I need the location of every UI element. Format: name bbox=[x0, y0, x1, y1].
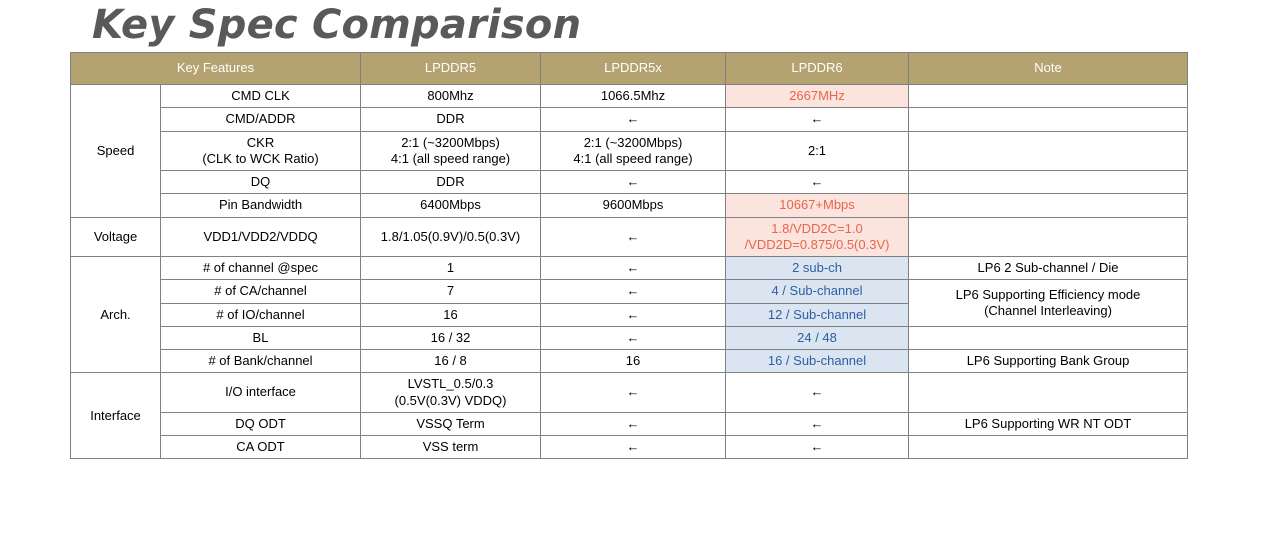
cell-lpddr6: ← bbox=[726, 171, 909, 194]
cell-lpddr5: DDR bbox=[361, 171, 541, 194]
table-row bbox=[71, 350, 1188, 373]
cell-lpddr5-line2: 4:1 (all speed range) bbox=[390, 150, 511, 166]
feature-dq: DQ bbox=[161, 171, 361, 194]
group-label-arch: Arch. bbox=[71, 257, 161, 373]
table-row bbox=[71, 108, 1188, 131]
cell-lpddr5x: ← bbox=[541, 412, 726, 435]
cell-lpddr5x-line1: 2:1 (~3200Mbps) bbox=[583, 134, 683, 150]
table-header bbox=[71, 53, 1188, 85]
cell-lpddr5-line1: 2:1 (~3200Mbps) bbox=[401, 134, 500, 150]
feature-num-bank-channel: # of Bank/channel bbox=[161, 350, 361, 373]
column-header-key-features: Key Features bbox=[71, 53, 361, 85]
cell-lpddr5 bbox=[361, 131, 541, 171]
cell-note bbox=[909, 85, 1188, 108]
cell-note bbox=[909, 217, 1188, 257]
cell-lpddr6: 4 / Sub-channel bbox=[726, 280, 909, 303]
cell-note bbox=[909, 194, 1188, 217]
cell-lpddr5: VSS term bbox=[361, 436, 541, 459]
feature-cmd-clk: CMD CLK bbox=[161, 85, 361, 108]
feature-num-io-channel: # of IO/channel bbox=[161, 303, 361, 326]
cell-lpddr5: 7 bbox=[361, 280, 541, 303]
cell-lpddr5x: ← bbox=[541, 108, 726, 131]
cell-lpddr6: ← bbox=[726, 436, 909, 459]
cell-lpddr5x: 9600Mbps bbox=[541, 194, 726, 217]
cell-lpddr6: 24 / 48 bbox=[726, 326, 909, 349]
cell-note bbox=[909, 108, 1188, 131]
table-row bbox=[71, 131, 1188, 171]
cell-lpddr6: 2 sub-ch bbox=[726, 257, 909, 280]
cell-lpddr6: 10667+Mbps bbox=[726, 194, 909, 217]
cell-lpddr5 bbox=[361, 373, 541, 413]
cell-lpddr5x: ← bbox=[541, 303, 726, 326]
cell-lpddr5: 16 bbox=[361, 303, 541, 326]
feature-pin-bandwidth: Pin Bandwidth bbox=[161, 194, 361, 217]
table-row bbox=[71, 85, 1188, 108]
cell-note bbox=[909, 280, 1188, 327]
feature-ckr bbox=[161, 131, 361, 171]
table-row bbox=[71, 412, 1188, 435]
feature-ca-odt: CA ODT bbox=[161, 436, 361, 459]
table-row bbox=[71, 436, 1188, 459]
cell-lpddr5: DDR bbox=[361, 108, 541, 131]
cell-lpddr5x: ← bbox=[541, 217, 726, 257]
cell-lpddr5-line1: LVSTL_0.5/0.3 bbox=[407, 376, 494, 392]
cell-note: LP6 Supporting Bank Group bbox=[909, 350, 1188, 373]
table-row bbox=[71, 326, 1188, 349]
table-header-row bbox=[71, 53, 1188, 85]
cell-lpddr5x: ← bbox=[541, 373, 726, 413]
cell-lpddr6: 16 / Sub-channel bbox=[726, 350, 909, 373]
cell-lpddr6-line1: 1.8/VDD2C=1.0 bbox=[771, 220, 863, 236]
column-header-lpddr5x: LPDDR5x bbox=[541, 53, 726, 85]
cell-lpddr5: 16 / 8 bbox=[361, 350, 541, 373]
group-label-speed: Speed bbox=[71, 85, 161, 218]
table-row bbox=[71, 280, 1188, 303]
cell-lpddr5x bbox=[541, 131, 726, 171]
feature-io-interface: I/O interface bbox=[161, 373, 361, 413]
cell-lpddr5x-line2: 4:1 (all speed range) bbox=[573, 150, 693, 166]
cell-lpddr5x: ← bbox=[541, 326, 726, 349]
column-header-lpddr5: LPDDR5 bbox=[361, 53, 541, 85]
cell-lpddr5x: 1066.5Mhz bbox=[541, 85, 726, 108]
cell-lpddr6: 2667MHz bbox=[726, 85, 909, 108]
table-body bbox=[71, 85, 1188, 459]
feature-num-ca-channel: # of CA/channel bbox=[161, 280, 361, 303]
cell-lpddr5: 16 / 32 bbox=[361, 326, 541, 349]
feature-vdd: VDD1/VDD2/VDDQ bbox=[161, 217, 361, 257]
cell-lpddr5x: ← bbox=[541, 436, 726, 459]
feature-bl: BL bbox=[161, 326, 361, 349]
cell-lpddr5x: ← bbox=[541, 171, 726, 194]
feature-ckr-line1: CKR bbox=[246, 134, 275, 150]
group-label-interface: Interface bbox=[71, 373, 161, 459]
cell-lpddr5: VSSQ Term bbox=[361, 412, 541, 435]
group-label-voltage: Voltage bbox=[71, 217, 161, 257]
cell-lpddr5x: 16 bbox=[541, 350, 726, 373]
column-header-note: Note bbox=[909, 53, 1188, 85]
cell-lpddr5: 1 bbox=[361, 257, 541, 280]
table-row bbox=[71, 217, 1188, 257]
cell-lpddr5x: ← bbox=[541, 257, 726, 280]
cell-lpddr6: 12 / Sub-channel bbox=[726, 303, 909, 326]
cell-note bbox=[909, 171, 1188, 194]
cell-note-line1: LP6 Supporting Efficiency mode bbox=[955, 286, 1141, 302]
table-row bbox=[71, 171, 1188, 194]
cell-note bbox=[909, 373, 1188, 413]
cell-note: LP6 Supporting WR NT ODT bbox=[909, 412, 1188, 435]
table-row bbox=[71, 257, 1188, 280]
column-header-lpddr6: LPDDR6 bbox=[726, 53, 909, 85]
cell-lpddr6: ← bbox=[726, 373, 909, 413]
cell-lpddr6-line2: /VDD2D=0.875/0.5(0.3V) bbox=[744, 236, 890, 252]
cell-note: LP6 2 Sub-channel / Die bbox=[909, 257, 1188, 280]
cell-note-line2: (Channel Interleaving) bbox=[984, 303, 1112, 318]
feature-num-channel: # of channel @spec bbox=[161, 257, 361, 280]
key-spec-comparison-table bbox=[70, 52, 1188, 459]
cell-note bbox=[909, 131, 1188, 171]
feature-cmd-addr: CMD/ADDR bbox=[161, 108, 361, 131]
page-title: Key Spec Comparison bbox=[92, 2, 582, 48]
cell-lpddr6: ← bbox=[726, 108, 909, 131]
cell-lpddr5-line2: (0.5V(0.3V) VDDQ) bbox=[394, 392, 507, 408]
cell-lpddr6: ← bbox=[726, 412, 909, 435]
table-row bbox=[71, 373, 1188, 413]
cell-lpddr6 bbox=[726, 217, 909, 257]
cell-note bbox=[909, 326, 1188, 349]
cell-note bbox=[909, 436, 1188, 459]
cell-lpddr5: 1.8/1.05(0.9V)/0.5(0.3V) bbox=[361, 217, 541, 257]
feature-dq-odt: DQ ODT bbox=[161, 412, 361, 435]
feature-ckr-line2: (CLK to WCK Ratio) bbox=[202, 150, 319, 166]
spec-table-container bbox=[0, 52, 1280, 459]
cell-lpddr5: 6400Mbps bbox=[361, 194, 541, 217]
cell-lpddr5: 800Mhz bbox=[361, 85, 541, 108]
cell-lpddr6: 2:1 bbox=[726, 131, 909, 171]
table-row bbox=[71, 194, 1188, 217]
cell-lpddr5x: ← bbox=[541, 280, 726, 303]
